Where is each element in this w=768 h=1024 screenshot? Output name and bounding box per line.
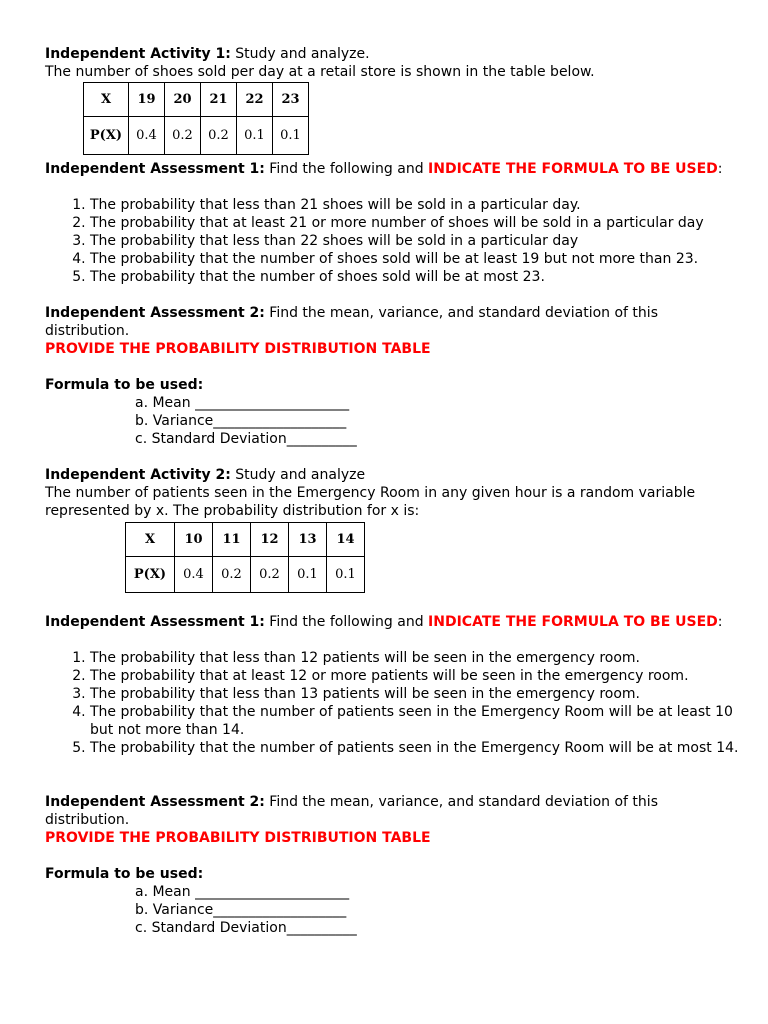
table-p-value: 0.2	[165, 117, 201, 155]
assessment-2-line	[45, 304, 725, 340]
activity-1-line	[45, 45, 725, 63]
formula-standard-deviation: c. Standard Deviation__________	[135, 920, 357, 936]
assessment-2-heading: Independent Assessment 2:	[45, 305, 265, 321]
assessment-1-list	[45, 196, 725, 286]
assessment-2-line	[45, 793, 725, 829]
assessment-2-text: Find the mean, variance, and standard deviation of this distribution.	[45, 305, 658, 339]
table-x-value: 20	[165, 83, 201, 117]
assessment-1-list	[45, 649, 750, 757]
activity-1-text: Study and analyze.	[235, 46, 370, 62]
list-item: 3. The probability that less than 13 patients will be seen in the emergency room.	[90, 685, 750, 703]
table-x-label: X	[84, 83, 129, 117]
activity-2-text: Study and analyze	[235, 467, 366, 483]
list-item: 3. The probability that less than 22 shoes will be sold in a particular day	[90, 232, 725, 250]
activity-1-intro: The number of shoes sold per day at a retail store is shown in the table below.	[45, 64, 595, 80]
table-px-label: P(X)	[84, 117, 129, 155]
assessment-1-text: Find the following and	[269, 161, 424, 177]
table-x-value: 10	[175, 523, 213, 557]
list-item: 4. The probability that the number of patients seen in the Emergency Room will be at least 10 but not more than 14.	[90, 703, 750, 739]
list-item: 5. The probability that the number of shoes sold will be at most 23.	[90, 268, 725, 286]
table-p-value: 0.4	[129, 117, 165, 155]
table-x-label: X	[126, 523, 175, 557]
assessment-2-text: Find the mean, variance, and standard deviation of this distribution.	[45, 794, 658, 828]
table-p-value: 0.2	[251, 557, 289, 593]
table-x-value: 11	[213, 523, 251, 557]
list-item: 1. The probability that less than 21 shoes will be sold in a particular day.	[90, 196, 725, 214]
assessment-1-line	[45, 613, 725, 631]
list-item: 4. The probability that the number of shoes sold will be at least 19 but not more than 23.	[90, 250, 725, 268]
assessment-1-red-instruction: INDICATE THE FORMULA TO BE USED	[428, 614, 718, 630]
list-item: 5. The probability that the number of patients seen in the Emergency Room will be at most 14.	[90, 739, 750, 757]
activity-2-heading: Independent Activity 2:	[45, 467, 231, 483]
assessment-2-heading: Independent Assessment 2:	[45, 794, 265, 810]
assessment-1-heading: Independent Assessment 1:	[45, 161, 265, 177]
assessment-1-red-instruction: INDICATE THE FORMULA TO BE USED	[428, 161, 718, 177]
table-p-value: 0.2	[201, 117, 237, 155]
formula-variance: b. Variance___________________	[135, 902, 347, 918]
table-p-value: 0.1	[289, 557, 327, 593]
formula-mean: a. Mean ______________________	[135, 884, 350, 900]
formula-heading: Formula to be used:	[45, 866, 204, 882]
table-p-value: 0.1	[327, 557, 365, 593]
table-x-value: 22	[237, 83, 273, 117]
table-x-value: 14	[327, 523, 365, 557]
table-p-value: 0.4	[175, 557, 213, 593]
table-x-value: 23	[273, 83, 309, 117]
shoes-probability-table	[83, 82, 309, 155]
assessment-1-colon: :	[717, 161, 723, 177]
formula-variance: b. Variance___________________	[135, 413, 347, 429]
formula-heading: Formula to be used:	[45, 377, 204, 393]
table-x-value: 21	[201, 83, 237, 117]
worksheet	[45, 45, 739, 937]
assessment-1-line	[45, 160, 725, 178]
list-item: 2. The probability that at least 12 or more patients will be seen in the emergency room.	[90, 667, 750, 685]
table-p-value: 0.1	[237, 117, 273, 155]
assessment-2-red-instruction: PROVIDE THE PROBABILITY DISTRIBUTION TABLE	[45, 830, 431, 846]
list-item: 2. The probability that at least 21 or more number of shoes will be sold in a particular day	[90, 214, 725, 232]
table-px-label: P(X)	[126, 557, 175, 593]
table-x-value: 13	[289, 523, 327, 557]
table-p-value: 0.1	[273, 117, 309, 155]
table-x-value: 19	[129, 83, 165, 117]
assessment-1-colon: :	[717, 614, 723, 630]
assessment-1-text: Find the following and	[269, 614, 424, 630]
activity-1-heading: Independent Activity 1:	[45, 46, 231, 62]
assessment-2-red-instruction: PROVIDE THE PROBABILITY DISTRIBUTION TABLE	[45, 341, 431, 357]
activity-2-intro: The number of patients seen in the Emergency Room in any given hour is a random variable represented by x. The probability distribution for x is:	[45, 485, 696, 519]
list-item: 1. The probability that less than 12 patients will be seen in the emergency room.	[90, 649, 750, 667]
table-x-value: 12	[251, 523, 289, 557]
formula-mean: a. Mean ______________________	[135, 395, 350, 411]
activity-2-line	[45, 466, 725, 484]
formula-standard-deviation: c. Standard Deviation__________	[135, 431, 357, 447]
patients-probability-table	[125, 522, 365, 593]
assessment-1-heading: Independent Assessment 1:	[45, 614, 265, 630]
table-p-value: 0.2	[213, 557, 251, 593]
